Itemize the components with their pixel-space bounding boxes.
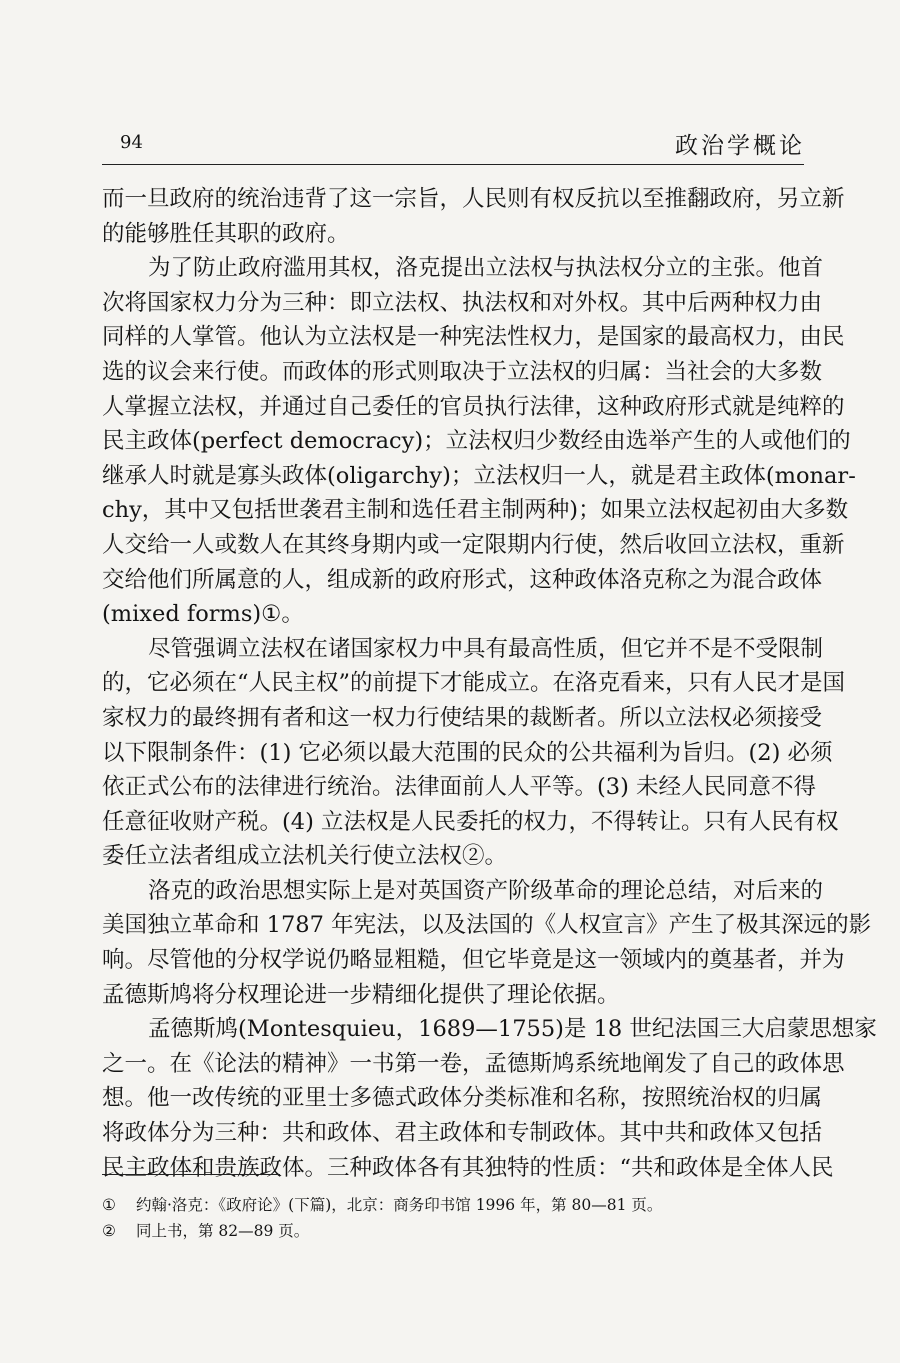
- text-line: 选的议会来行使。而政体的形式则取决于立法权的归属：当社会的大多数: [102, 358, 823, 385]
- footnote-1-text: 约翰·洛克：《政府论》(下篇)，北京：商务印书馆 1996 年，第 80—81 页。: [136, 1196, 663, 1214]
- text-line: (mixed forms)①。: [102, 601, 304, 628]
- text-line: 将政体分为三种：共和政体、君主政体和专制政体。其中共和政体又包括: [102, 1120, 823, 1147]
- text-line: 响。尽管他的分权学说仍略显粗糙，但它毕竟是这一领域内的奠基者，并为: [102, 947, 845, 974]
- page-number: 94: [120, 132, 143, 153]
- text-line: 人掌握立法权，并通过自己委任的官员执行法律，这种政府形式就是纯粹的: [102, 393, 845, 420]
- text-line: 以下限制条件：(1) 它必须以最大范围的民众的公共福利为旨归。(2) 必须: [102, 739, 833, 766]
- body-text: [102, 182, 877, 1185]
- running-header-title: 政治学概论: [675, 133, 805, 159]
- footnote-2-text: 同上书，第 82—89 页。: [136, 1222, 310, 1240]
- footnote-rule: [102, 1174, 280, 1175]
- text-line: 孟德斯鸠(Montesquieu，1689—1755)是 18 世纪法国三大启蒙思想家: [148, 1016, 877, 1043]
- footnote-2: [102, 1219, 309, 1241]
- text-line: 而一旦政府的统治违背了这一宗旨，人民则有权反抗以至推翻政府，另立新: [102, 186, 845, 212]
- text-line: 尽管强调立法权在诸国家权力中具有最高性质，但它并不是不受限制: [148, 635, 824, 662]
- text-line: 委任立法者组成立法机关行使立法权②。: [102, 843, 508, 870]
- text-line: chy，其中又包括世袭君主制和选任君主制两种)；如果立法权起初由大多数: [102, 497, 849, 524]
- text-line: 家权力的最终拥有者和这一权力行使结果的裁断者。所以立法权必须接受: [102, 704, 823, 731]
- text-line: 继承人时就是寡头政体(oligarchy)；立法权归一人，就是君主政体(monar-: [102, 462, 856, 489]
- text-line: 想。他一改传统的亚里士多德式政体分类标准和名称，按照统治权的归属: [102, 1085, 823, 1112]
- text-line: 之一。在《论法的精神》一书第一卷，孟德斯鸠系统地阐发了自己的政体思: [102, 1050, 845, 1077]
- header-rule: [102, 164, 804, 165]
- text-line: 次将国家权力分为三种：即立法权、执法权和对外权。其中后两种权力由: [102, 289, 823, 316]
- text-line: 孟德斯鸠将分权理论进一步精细化提供了理论依据。: [102, 981, 620, 1008]
- text-line: 依正式公布的法律进行统治。法律面前人人平等。(3) 未经人民同意不得: [102, 774, 817, 801]
- footnote-1-mark: ①: [102, 1196, 116, 1214]
- text-line: 的能够胜任其职的政府。: [102, 220, 350, 247]
- text-line: 同样的人掌管。他认为立法权是一种宪法性权力，是国家的最高权力，由民: [102, 324, 845, 351]
- text-line: 美国独立革命和 1787 年宪法，以及法国的《人权宣言》产生了极其深远的影: [102, 912, 872, 939]
- footnote-1: [102, 1193, 662, 1215]
- text-line: 的，它必须在“人民主权”的前提下才能成立。在洛克看来，只有人民才是国: [102, 670, 846, 697]
- text-line: 洛克的政治思想实际上是对英国资产阶级革命的理论总结，对后来的: [148, 877, 824, 904]
- footnote-2-mark: ②: [102, 1222, 116, 1240]
- text-line: 为了防止政府滥用其权，洛克提出立法权与执法权分立的主张。他首: [148, 255, 824, 282]
- text-line: 民主政体和贵族政体。三种政体各有其独特的性质：“共和政体是全体人民: [102, 1154, 834, 1181]
- text-line: 任意征收财产税。(4) 立法权是人民委托的权力，不得转让。只有人民有权: [102, 808, 839, 835]
- text-line: 民主政体(perfect democracy)；立法权归少数经由选举产生的人或他们的: [102, 428, 851, 455]
- text-line: 交给他们所属意的人，组成新的政府形式，这种政体洛克称之为混合政体: [102, 566, 823, 593]
- text-line: 人交给一人或数人在其终身期内或一定限期内行使，然后收回立法权，重新: [102, 531, 845, 558]
